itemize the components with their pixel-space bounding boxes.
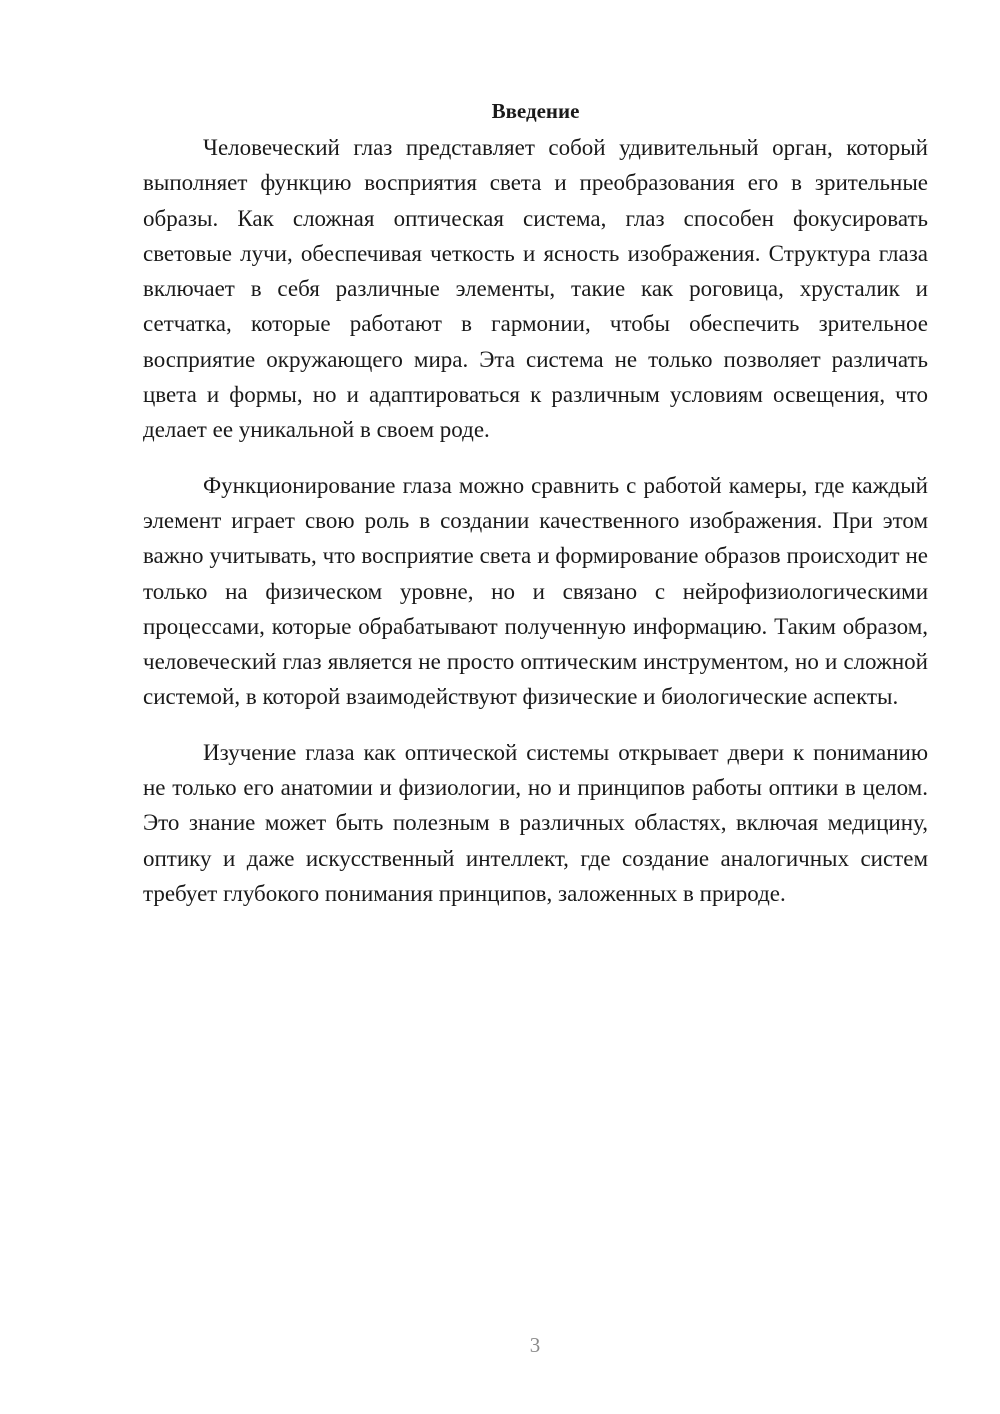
page-content xyxy=(143,96,928,931)
paragraph-1: Человеческий глаз представляет собой удивительный орган, который выполняет функцию восприятия света и преобразования его в зрительные образы. Как сложная оптическая система, глаз способен фокусировать световые лучи, обеспечивая четкость и ясность изображения. Структура глаза включает в себя различные элементы, такие как роговица, хрусталик и сетчатка, которые работают в гармонии, чтобы обеспечить зрительное восприятие окружающего мира. Эта система не только позволяет различать цвета и формы, но и адаптироваться к различным условиям освещения, что делает ее уникальной в своем роде. xyxy=(143,135,928,443)
paragraph-3: Изучение глаза как оптической системы открывает двери к пониманию не только его анатомии и физиологии, но и принципов работы оптики в целом. Это знание может быть полезным в различных областях, включая медицину, оптику и даже искусственный интеллект, где создание аналогичных систем требует глубокого понимания принципов, заложенных в природе. xyxy=(143,739,928,906)
section-heading: Введение xyxy=(491,99,580,123)
paragraph-2: Функционирование глаза можно сравнить с работой камеры, где каждый элемент играет свою роль в создании качественного изображения. При этом важно учитывать, что восприятие света и формирование образов происходит не только на физическом уровне, но и связано с нейрофизиологическими процессами, которые обрабатывают полученную информацию. Таким образом, человеческий глаз является не просто оптическим инструментом, но и сложной системой, в которой взаимодействуют физические и биологические аспекты. xyxy=(143,472,928,710)
page-number: 3 xyxy=(529,1333,541,1357)
